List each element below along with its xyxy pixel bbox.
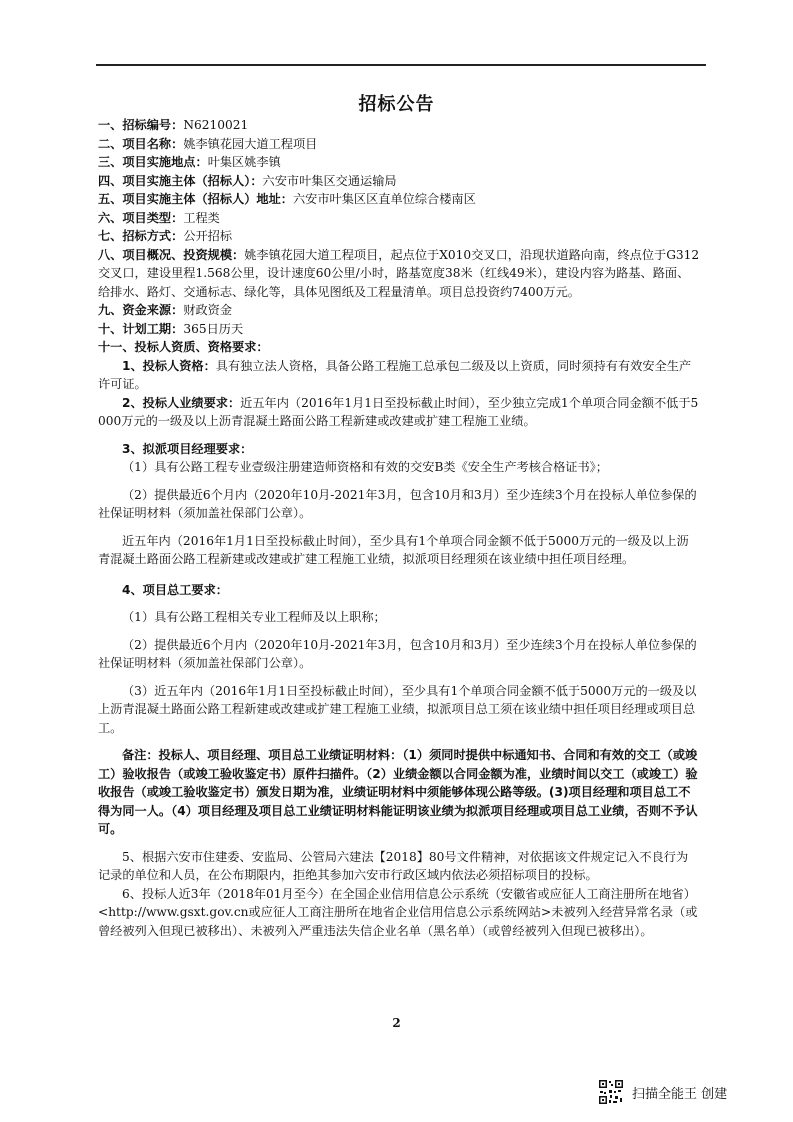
section-3-p2: （2）提供最近6个月内（2020年10月-2021年3月，包含10月和3月）至少连续3个月在投标人单位参保的社保证明材料（须加盖社保部门公章）。 [98,487,697,520]
qr-code-icon [598,1079,624,1105]
item-9: 九、资金来源：财政资金 [98,303,233,317]
remarks-note: 备注：投标人、项目经理、项目总工业绩证明材料：（1）须同时提供中标通知书、合同和有效的交工（或竣工）验收报告（或竣工验收鉴定书）原件扫描件。（2）业绩金额以合同金额为准，业绩时间以交工（或竣工）验收报告（或竣工验收鉴定书）颁发日期为准，业绩证明材料中须能够体现公路等级。(3)项目经理和项目总工不得为同一人。（4）项目经理及项目总工业绩证明材料能证明该业绩为拟派项目经理或项目总工业绩，否则不予认可。 [98,748,698,836]
item-1: 一、招标编号：N6210021 [98,118,249,132]
item-3: 三、项目实施地点：叶集区姚李镇 [98,155,281,169]
section-6: 6、投标人近3年（2018年01月至今）在全国企业信用信息公示系统（安徽省或应征人工商注册所在地省）<http://www.gsxt.gov.cn或应征人工商注册所在地省企业信用信息公示系统网站>未被列入经营异常名录（或曾经被列入但现已被移出）、未被列入严重违法失信企业名单（黑名单）（或曾经被列入但现已被移出）。 [98,886,698,938]
item-6: 六、项目类型：工程类 [98,210,220,225]
item-8: 八、项目概况、投资规模：姚李镇花园大道工程项目，起点位于X010交叉口，沿现状道路向南，终点位于G312交叉口，建设里程1.568公里，设计速度60公里/小时，路基宽度38米（红线49米），建设内容为路基、路面、给排水、路灯、交通标志、绿化等，具体见图纸及工程量清单。项目总投资约7400万元。 [98,247,700,299]
section-2: 2、投标人业绩要求：近五年内（2016年1月1日至投标截止时间），至少独立完成1个单项合同金额不低于5000万元的一级及以上沥青混凝土路面公路工程新建或改建或扩建工程施工业绩。 [98,395,699,428]
section-3-heading: 3、拟派项目经理要求： [122,441,253,456]
page-number: 2 [392,1016,401,1030]
section-1: 1、投标人资格：具有独立法人资格，具备公路工程施工总承包二级及以上资质，同时须持有有效安全生产许可证。 [98,358,692,391]
document-body [98,116,700,940]
section-4-p1: （1）具有公路工程相关专业工程师及以上职称； [122,610,386,624]
section-4-heading: 4、项目总工要求： [122,582,228,597]
item-11: 十一、投标人资质、资格要求： [98,340,269,354]
page-title: 招标公告 [358,94,435,115]
section-5: 5、根据六安市住建委、安监局、公管局六建法【2018】80号文件精神，对依据该文件规定记入不良行为记录的单位和人员，在公布期限内，拒绝其参加六安市行政区域内依法必须招标项目的投标。 [98,849,689,882]
header-rule [96,64,706,66]
section-4-p2: （2）提供最近6个月内（2020年10月-2021年3月，包含10月和3月）至少连续3个月在投标人单位参保的社保证明材料（须加盖社保部门公章）。 [98,637,697,670]
watermark-text: 扫描全能王 创建 [632,1086,728,1102]
item-7: 七、招标方式：公开招标 [98,229,233,243]
item-5: 五、项目实施主体（招标人）地址：六安市叶集区区直单位综合楼南区 [98,192,476,206]
item-10: 十、计划工期：365日历天 [98,321,244,336]
item-4: 四、项目实施主体（招标人）：六安市叶集区交通运输局 [98,173,397,188]
section-4-p3: （3）近五年内（2016年1月1日至投标截止时间），至少具有1个单项合同金额不低于5000万元的一级及以上沥青混凝土路面公路工程新建或改建或扩建工程施工业绩，拟派项目总工须在该业绩中担任项目经理或项目总工。 [98,683,697,735]
section-3-p3: 近五年内（2016年1月1日至投标截止时间），至少具有1个单项合同金额不低于5000万元的一级及以上沥青混凝土路面公路工程新建或改建或扩建工程施工业绩，拟派项目经理须在该业绩中担任项目经理。 [98,533,689,566]
section-3-p1: （1）具有公路工程专业壹级注册建造师资格和有效的交安B类《安全生产考核合格证书》； [122,460,608,474]
item-2: 二、项目名称：姚李镇花园大道工程项目 [98,136,318,151]
scanner-watermark [598,1078,727,1106]
